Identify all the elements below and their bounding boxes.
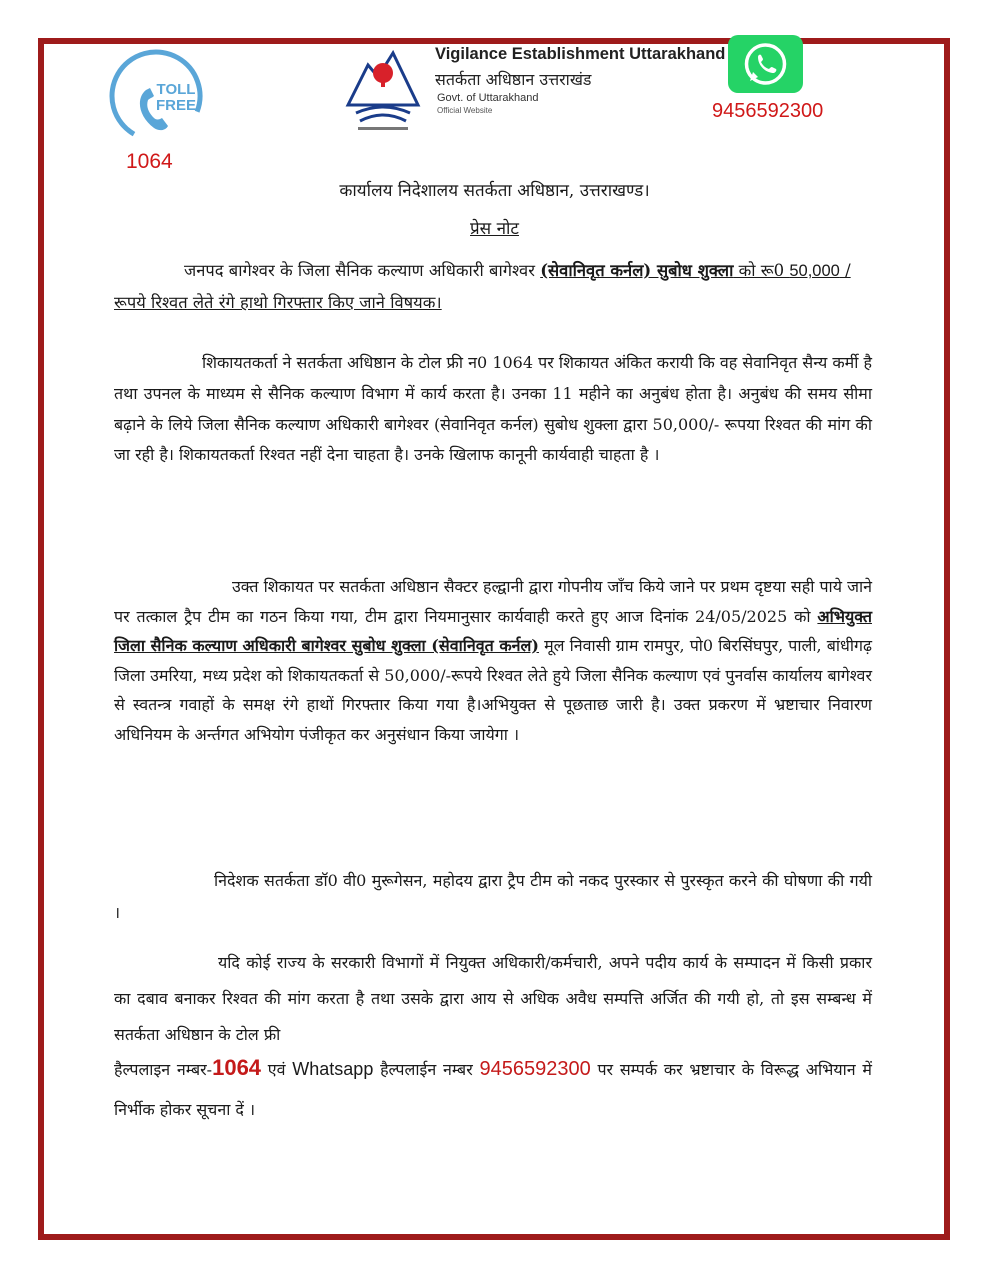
vigilance-emblem-icon (338, 35, 428, 135)
toll-free-phone-icon (106, 46, 206, 146)
helpline-text-d: पर सम्पर्क कर भ्रष्टाचार के विरूद्ध अभियान में निर्भीक होकर सूचना दें । (114, 1060, 872, 1119)
office-title: कार्यालय निदेशालय सतर्कता अधिष्ठान, उत्तराखण्ड। (339, 181, 650, 201)
whatsapp-number: 9456592300 (712, 100, 824, 122)
press-note-heading: प्रेस नोट (470, 219, 519, 239)
reward-paragraph (114, 865, 872, 929)
logo-title-hi: सतर्कता अधिष्ठान उत्तराखंड (435, 70, 592, 89)
subject-part-3: को रू0 (733, 261, 790, 280)
complaint-paragraph (114, 348, 872, 471)
subject-part-1: जनपद बागेश्वर के जिला सैनिक कल्याण अधिकारी बागेश्वर (184, 261, 541, 280)
reward-text: निदेशक सतर्कता डॉ0 वी0 मुरूगेसन, महोदय द्वारा ट्रैप टीम को नकद पुरस्कार से पुरस्कृत करने की घोषणा की गयी । (114, 871, 872, 922)
whatsapp-icon (728, 35, 803, 93)
helpline-toll-number: 1064 (212, 1055, 262, 1080)
logo-web-text: Official Website (437, 106, 493, 115)
arrest-accused-name: अभियुक्त जिला सैनिक कल्याण अधिकारी बागेश्वर सुबोध शुक्ला (सेवानिवृत कर्नल) (114, 606, 872, 655)
subject-part-5: / रूपये रिश्वत लेते रंगे हाथो गिरफ्तार किए जाने विषयक। (114, 261, 851, 312)
arrest-paragraph (114, 572, 872, 749)
helpline-paragraph (114, 1048, 872, 1130)
press-note-subject (114, 255, 876, 318)
helpline-text-a: हैल्पलाइन नम्बर- (114, 1060, 213, 1079)
logo-gov-text: Govt. of Uttarakhand (437, 92, 539, 104)
logo-title-en: Vigilance Establishment Uttarakhand (435, 45, 726, 63)
subject-amount: 50,000 (789, 262, 840, 280)
toll-free-badge-line2: FREE (155, 97, 197, 114)
arrest-text-a: उक्त शिकायत पर सतर्कता अधिष्ठान सैक्टर हल्द्वानी द्वारा गोपनीय जाँच किये जाने पर प्रथम दृष्टया सही पाये जाने पर तत्काल ट्रैप टीम का गठन किया गया, टीम द्वारा नियमानुसार कार्यवाही करते हुए आज दिनांक 24/05/2025 को (114, 577, 872, 626)
complaint-text: शिकायतकर्ता ने सतर्कता अधिष्ठान के टोल फ्री न0 1064 पर शिकायत अंकित करायी कि वह सेवानिवृत सैन्य कर्मी है तथा उपनल के माध्यम से सैनिक कल्याण विभाग में कार्य करता है। उनका 11 महीने का अनुबंध होता है। अनुबंध की समय सीमा बढ़ाने के लिये जिला सैनिक कल्याण अधिकारी बागेश्वर (सेवानिवृत कर्नल) सुबोध शुक्ला द्वारा 50,000/- रूपया रिश्वत की मांग की जा रही है। शिकायतकर्ता रिश्वत नहीं देना चाहता है। उनके खिलाफ कानूनी कार्यवाही चाहता है । (114, 353, 872, 465)
helpline-whatsapp-word: Whatsapp (292, 1059, 374, 1079)
arrest-text-c: मूल निवासी ग्राम रामपुर, पो0 बिरसिंघपुर, पाली, बांधीगढ़ जिला उमरिया, मध्य प्रदेश को शिकायतकर्ता से 50,000/-रूपये रिश्वत लेते हुये जिला सैनिक कल्याण एवं पुनर्वास कार्यालय बागेश्वर से स्वतन्त्र गवाहों के समक्ष रंगे हाथों गिरफ्तार किया गया है।अभियुक्त से पूछताछ जारी है। उक्त प्रकरण में भ्रष्टाचार निवारण अधिनियम के अर्न्तगत अभियोग पंजीकृत कर अनुसंधान किया जायेगा । (114, 636, 872, 744)
appeal-paragraph (114, 945, 872, 1053)
subject-accused-name: (सेवानिवृत कर्नल) सुबोध शुक्ला (540, 261, 734, 280)
toll-free-badge-line1: TOLL (156, 81, 196, 98)
helpline-whatsapp-number: 9456592300 (479, 1058, 591, 1080)
helpline-text-b: एवं (261, 1060, 293, 1079)
toll-free-number: 1064 (126, 150, 173, 173)
appeal-text: यदि कोई राज्य के सरकारी विभागों में नियुक्त अधिकारी/कर्मचारी, अपने पदीय कार्य के सम्पादन में किसी प्रकार का दबाव बनाकर रिश्वत की मांग करता है तथा उसके द्वारा आय से अधिक अवैध सम्पत्ति अर्जित की गयी हो, तो इस सम्बन्ध में सतर्कता अधिष्ठान के टोल फ्री (114, 953, 872, 1044)
helpline-text-c: हैल्पलाईन नम्बर (373, 1060, 480, 1079)
